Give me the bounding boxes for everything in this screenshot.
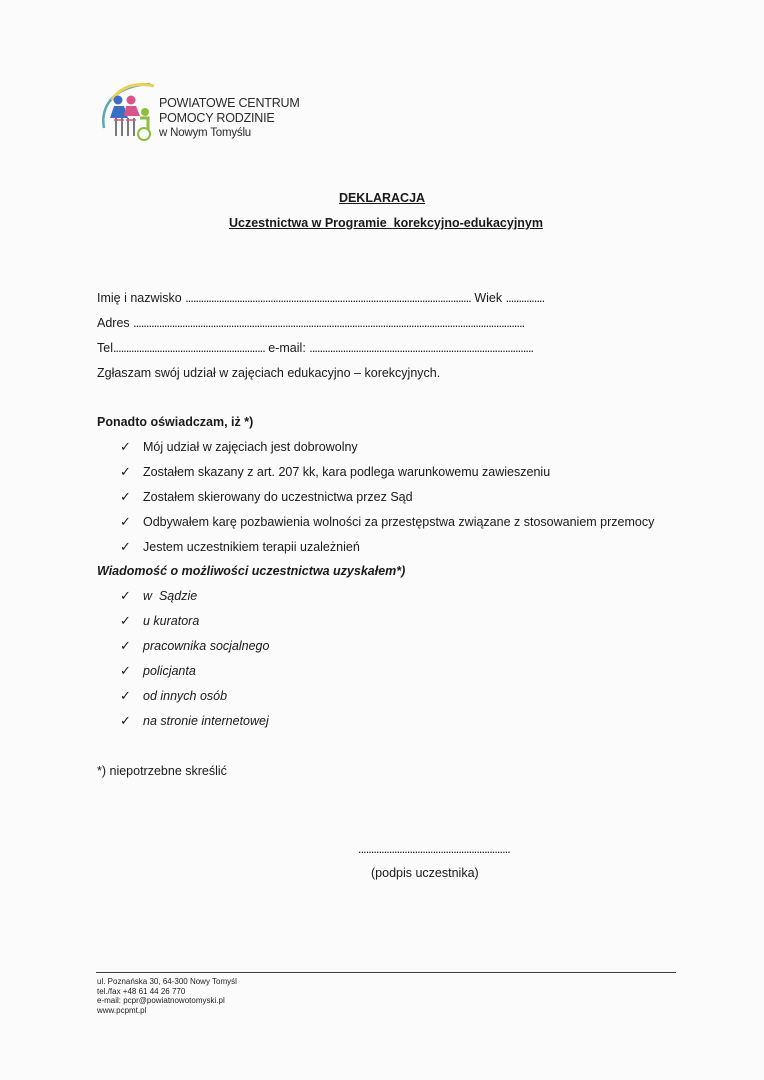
address-field[interactable]: ........................................................................................................................................................ xyxy=(133,316,525,330)
age-label: Wiek xyxy=(474,291,503,305)
contact-row xyxy=(97,341,533,355)
footnote: *) niepotrzebne skreślić xyxy=(97,764,227,778)
footer-divider xyxy=(96,972,676,973)
source-item: pracownika socjalnego xyxy=(143,639,270,653)
name-label: Imię i nazwisko xyxy=(97,291,182,305)
source-item: policjanta xyxy=(143,664,196,678)
phone-field[interactable]: ........................................................... xyxy=(112,341,265,355)
age-field[interactable]: ............... xyxy=(505,291,545,305)
footer-phone: tel./fax +48 61 44 26 770 xyxy=(97,986,186,996)
source-item: na stronie internetowej xyxy=(143,714,269,728)
family-logo-icon xyxy=(98,78,158,144)
check-icon[interactable]: ✓ xyxy=(120,588,131,603)
footer-email[interactable]: e-mail: pcpr@powiatnowotomyski.pl xyxy=(97,996,225,1006)
org-line-1: POWIATOWE CENTRUM xyxy=(159,96,300,110)
statement-item: Jestem uczestnikiem terapii uzależnień xyxy=(143,540,360,554)
statement-item: Odbywałem karę pozbawienia wolności za przestępstwa związane z stosowaniem przemocy xyxy=(143,515,655,529)
statements-heading: Ponadto oświadczam, iż *) xyxy=(97,415,254,429)
check-icon[interactable]: ✓ xyxy=(120,713,131,728)
document-subtitle: Uczestnictwa w Programie korekcyjno-edukacyjnym xyxy=(228,216,543,230)
document-title: DEKLARACJA xyxy=(338,191,426,205)
check-icon[interactable]: ✓ xyxy=(120,638,131,653)
statement-item: Mój udział w zajęciach jest dobrowolny xyxy=(143,440,358,454)
footer-contact xyxy=(97,977,237,1015)
name-age-row xyxy=(97,291,544,305)
check-icon[interactable]: ✓ xyxy=(120,514,131,529)
statement-item: Zostałem skierowany do uczestnictwa przez Sąd xyxy=(143,490,413,504)
statement-item: Zostałem skazany z art. 207 kk, kara podlega warunkowemu zawieszeniu xyxy=(143,465,551,479)
source-item: u kuratora xyxy=(143,614,200,628)
org-line-3: w Nowym Tomyślu xyxy=(159,127,251,139)
source-item: od innych osób xyxy=(143,689,228,703)
check-icon[interactable]: ✓ xyxy=(120,439,131,454)
org-line-2: POMOCY RODZINIE xyxy=(159,111,275,125)
source-heading: Wiadomość o możliwości uczestnictwa uzyskałem*) xyxy=(97,564,406,578)
footer-address: ul. Poznańska 30, 64-300 Nowy Tomyśl xyxy=(97,977,237,986)
signature-field[interactable]: ........................................................... xyxy=(358,842,510,856)
check-icon[interactable]: ✓ xyxy=(120,613,131,628)
address-label: Adres xyxy=(97,316,130,330)
footer-website[interactable]: www.pcpmt.pl xyxy=(97,1005,147,1015)
email-label: e-mail: xyxy=(268,341,306,355)
organization-name xyxy=(159,96,300,141)
check-icon[interactable]: ✓ xyxy=(120,539,131,554)
check-icon[interactable]: ✓ xyxy=(120,489,131,504)
check-icon[interactable]: ✓ xyxy=(120,688,131,703)
declaration-text: Zgłaszam swój udział w zajęciach edukacyjno – korekcyjnych. xyxy=(97,366,441,380)
phone-label: Tel xyxy=(97,341,113,355)
email-field[interactable]: ....................................................................................... xyxy=(309,341,534,355)
name-field[interactable]: ............................................................................................................... xyxy=(185,291,471,305)
address-row xyxy=(97,316,524,330)
signature-label: (podpis uczestnika) xyxy=(371,866,479,880)
check-icon[interactable]: ✓ xyxy=(120,464,131,479)
source-item: w Sądzie xyxy=(143,589,198,603)
check-icon[interactable]: ✓ xyxy=(120,663,131,678)
